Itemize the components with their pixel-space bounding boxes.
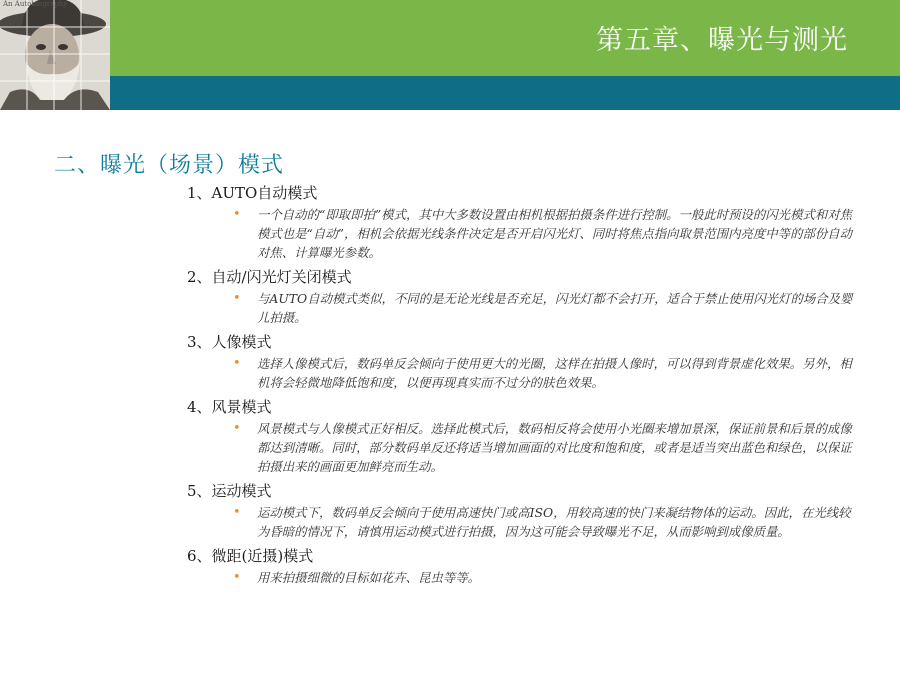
bullet-icon: • [233, 421, 241, 436]
mode-list [187, 182, 857, 591]
bullet-icon: • [233, 505, 241, 520]
portrait-image [0, 0, 110, 110]
mode-heading: 2、自动/闪光灯关闭模式 [187, 268, 352, 286]
mode-description [233, 354, 857, 392]
mode-item-sports [187, 480, 857, 541]
mode-heading: 3、人像模式 [187, 333, 272, 351]
mode-description [233, 289, 857, 327]
bullet-icon: • [233, 291, 241, 306]
chapter-title: 第五章、曝光与测光 [596, 25, 848, 56]
mode-item-macro [187, 545, 857, 587]
mode-heading: 5、运动模式 [187, 482, 272, 500]
portrait-caption: An Autobiography [3, 0, 68, 8]
mode-description-text: 运动模式下，数码单反会倾向于使用高速快门或高ISO，用较高速的快门来凝结物体的运动。因此，在光线较为昏暗的情况下，请慎用运动模式进行拍摄，因为这可能会导致曝光不足，从而影响到成像质量。 [257, 505, 851, 539]
mode-item-landscape [187, 396, 857, 476]
mode-item-portrait [187, 331, 857, 392]
header-teal-band [110, 76, 900, 110]
mode-heading: 1、AUTO自动模式 [187, 184, 318, 202]
bullet-icon: • [233, 207, 241, 222]
mode-description [233, 503, 857, 541]
slide-header [0, 0, 900, 110]
mode-item-no-flash [187, 266, 857, 327]
mode-description-text: 与AUTO自动模式类似，不同的是无论光线是否充足，闪光灯都不会打开，适合于禁止使用闪光灯的场合及婴儿拍摄。 [257, 291, 853, 325]
mode-description-text: 用来拍摄细微的目标如花卉、昆虫等等。 [257, 570, 481, 585]
mode-description [233, 205, 857, 262]
bullet-icon: • [233, 356, 241, 371]
mode-heading: 6、微距(近摄)模式 [187, 547, 314, 565]
section-title: 二、曝光（场景）模式 [54, 153, 285, 178]
mode-heading: 4、风景模式 [187, 398, 272, 416]
mode-description [233, 568, 857, 587]
mode-description-text: 风景模式与人像模式正好相反。选择此模式后，数码相反将会使用小光圈来增加景深，保证前景和后景的成像都达到清晰。同时，部分数码单反还将适当增加画面的对比度和饱和度，或者是适当突出蓝色和绿色，以保证拍摄出来的画面更加鲜亮而生动。 [257, 421, 852, 474]
mode-description [233, 419, 857, 476]
bullet-icon: • [233, 570, 241, 585]
mode-description-text: 一个自动的“即取即拍”模式，其中大多数设置由相机根据拍摄条件进行控制。一般此时预设的闪光模式和对焦模式也是“自动”，相机会依据光线条件决定是否开启闪光灯、同时将焦点指向取景范围内亮度中等的部份自动对焦、计算曝光参数。 [257, 207, 853, 260]
mode-description-text: 选择人像模式后，数码单反会倾向于使用更大的光圈，这样在拍摄人像时，可以得到背景虚化效果。另外，相机将会轻微地降低饱和度，以便再现真实而不过分的肤色效果。 [257, 356, 852, 390]
portrait-illustration [0, 0, 110, 110]
mode-item-auto [187, 182, 857, 262]
